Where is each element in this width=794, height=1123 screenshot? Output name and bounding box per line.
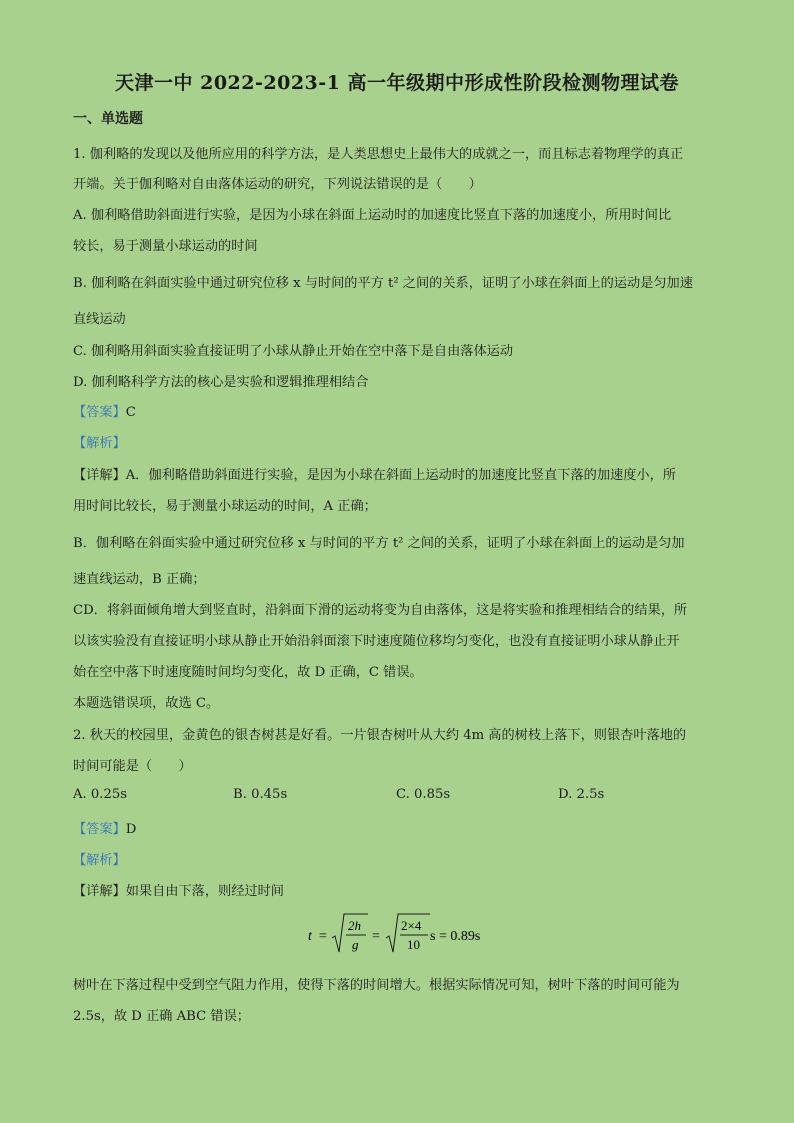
formula-result: s = 0.89s bbox=[430, 929, 481, 944]
q2-detail-line-2: 树叶在下落过程中受到空气阻力作用，使得下落的时间增大。根据实际情况可知，树叶下落的时间可能为 bbox=[73, 978, 680, 993]
q1-conclusion: 本题选错误项，故选 C。 bbox=[73, 696, 220, 711]
formula-num-1: 2h bbox=[348, 918, 361, 933]
formula-den-2: 10 bbox=[407, 937, 420, 952]
q1-option-b-line-1: B. 伽利略在斜面实验中通过研究位移 x 与时间的平方 t² 之间的关系，证明了小球在斜面上的运动是匀加速 bbox=[73, 276, 693, 291]
detail-tag: 【详解】 bbox=[73, 884, 126, 899]
q1-option-d: D. 伽利略科学方法的核心是实验和逻辑推理相结合 bbox=[73, 375, 369, 390]
q2-option-a: A. 0.25s bbox=[73, 787, 128, 802]
q1-answer bbox=[73, 401, 136, 420]
q1-option-a-line-2: 较长，易于测量小球运动的时间 bbox=[73, 239, 258, 254]
q1-option-a-line-1: A. 伽利略借助斜面进行实验，是因为小球在斜面上运动时的加速度比竖直下落的加速度小，所用时间比 bbox=[73, 208, 672, 223]
answer-tag: 【答案】 bbox=[73, 405, 126, 420]
q2-option-c: C. 0.85s bbox=[396, 787, 451, 802]
detail-tag: 【详解】 bbox=[73, 468, 126, 483]
q1-detail-line-1 bbox=[73, 464, 676, 483]
page-title: 天津一中 2022-2023-1 高一年级期中形成性阶段检测物理试卷 bbox=[115, 72, 679, 94]
formula-den-1: g bbox=[352, 937, 359, 952]
q1-detail-line-6: 以该实验没有直接证明小球从静止开始沿斜面滚下时速度随位移均匀变化，也没有直接证明小球从静止开 bbox=[73, 634, 680, 649]
q1-stem-line-1: 1. 伽利略的发现以及他所应用的科学方法，是人类思想史上最伟大的成就之一，而且标志着物理学的真正 bbox=[73, 147, 684, 162]
answer-value: D bbox=[125, 822, 137, 837]
q2-detail-line-3: 2.5s，故 D 正确 ABC 错误； bbox=[73, 1009, 250, 1024]
q1-option-c: C. 伽利略用斜面实验直接证明了小球从静止开始在空中落下是自由落体运动 bbox=[73, 344, 514, 359]
formula-eq-2: = bbox=[372, 929, 380, 944]
q1-detail-line-5: CD．将斜面倾角增大到竖直时，沿斜面下滑的运动将变为自由落体，这是将实验和推理相结合的结果，所 bbox=[73, 603, 688, 618]
q1-detail-line-3: B．伽利略在斜面实验中通过研究位移 x 与时间的平方 t² 之间的关系，证明了小球在斜面上的运动是匀加 bbox=[73, 536, 685, 551]
q1-detail-line-4: 速直线运动，B 正确； bbox=[73, 572, 206, 587]
q2-stem-line-1: 2. 秋天的校园里，金黄色的银杏树甚是好看。一片银杏树叶从大约 4m 高的树枝上落下，则银杏叶落地的 bbox=[73, 728, 687, 743]
q1-detail-line-7: 始在空中落下时速度随时间均匀变化，故 D 正确，C 错误。 bbox=[73, 665, 423, 680]
q1-analysis-tag: 【解析】 bbox=[73, 436, 126, 451]
q2-option-d: D. 2.5s bbox=[558, 787, 605, 802]
q1-stem-line-2: 开端。关于伽利略对自由落体运动的研究，下列说法错误的是（ ） bbox=[73, 177, 482, 192]
q2-option-b: B. 0.45s bbox=[233, 787, 288, 802]
q2-analysis-tag: 【解析】 bbox=[73, 853, 126, 868]
detail-text: A．伽利略借助斜面进行实验，是因为小球在斜面上运动时的加速度比竖直下落的加速度小，所 bbox=[125, 468, 676, 483]
formula-svg bbox=[308, 912, 508, 960]
section-heading: 一、单选题 bbox=[73, 111, 143, 127]
q1-detail-line-2: 用时间比较长，易于测量小球运动的时间，A 正确； bbox=[73, 499, 377, 514]
formula-num-2: 2×4 bbox=[401, 918, 422, 933]
q2-detail-line-1 bbox=[73, 880, 284, 899]
q2-stem-line-2: 时间可能是（ ） bbox=[73, 759, 192, 774]
answer-tag: 【答案】 bbox=[73, 822, 126, 837]
detail-text: 如果自由下落，则经过时间 bbox=[125, 884, 284, 899]
formula-eq-1: = bbox=[319, 929, 327, 944]
q1-option-b-line-2: 直线运动 bbox=[73, 312, 126, 327]
formula-t: t bbox=[308, 929, 312, 944]
q2-answer bbox=[73, 818, 136, 837]
answer-value: C bbox=[125, 405, 136, 420]
q2-formula bbox=[308, 912, 508, 956]
